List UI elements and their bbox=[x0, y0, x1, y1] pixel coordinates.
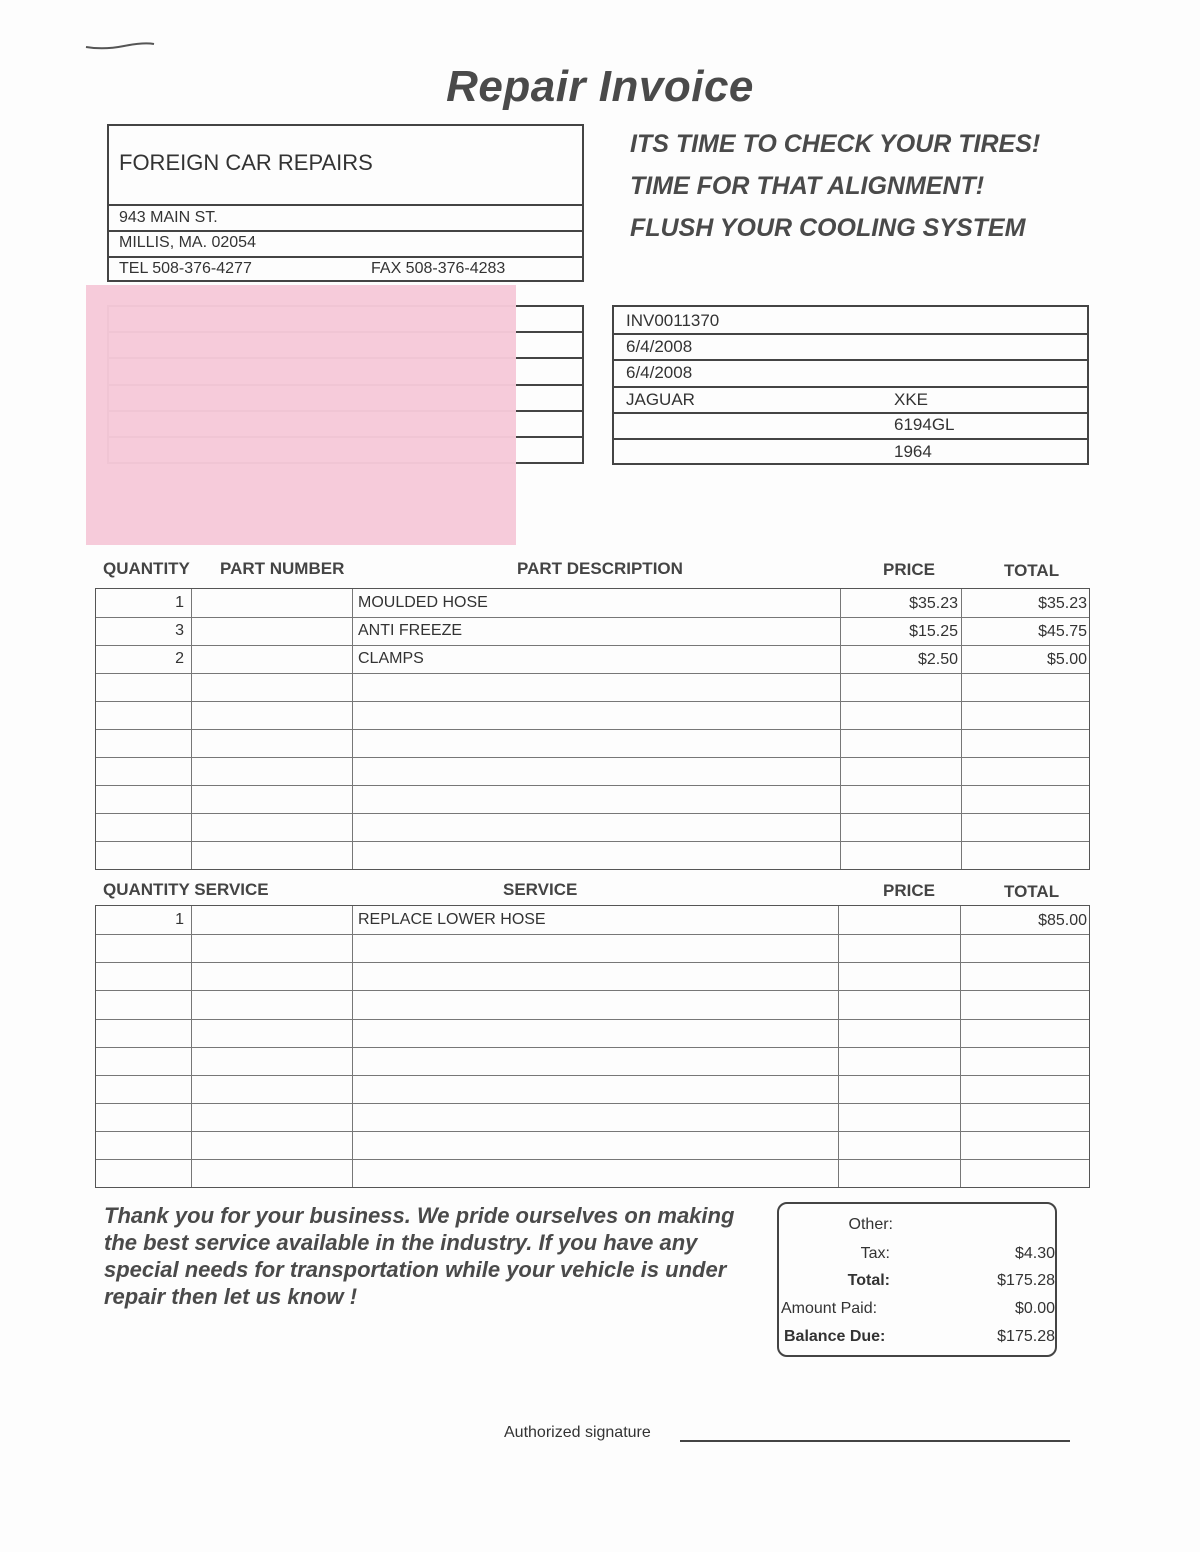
invoice-number: INV0011370 bbox=[626, 311, 720, 330]
service-description: REPLACE LOWER HOSE bbox=[358, 911, 546, 928]
divider bbox=[614, 359, 1087, 361]
amount-paid-value: $0.00 bbox=[1014, 1300, 1055, 1317]
part-qty: 1 bbox=[175, 594, 184, 611]
row-line bbox=[96, 645, 1089, 646]
divider bbox=[614, 438, 1087, 440]
service-header-total: TOTAL bbox=[1004, 882, 1060, 901]
row-line bbox=[96, 701, 1089, 702]
parts-header-quantity: QUANTITY bbox=[103, 559, 190, 578]
service-total: $85.00 bbox=[1038, 912, 1087, 929]
row-line bbox=[96, 1159, 1089, 1160]
row-line bbox=[96, 1047, 1089, 1048]
part-qty: 2 bbox=[175, 650, 184, 667]
vehicle-model: XKE bbox=[894, 390, 929, 409]
total-label: Total: bbox=[847, 1272, 890, 1289]
parts-table bbox=[95, 588, 1090, 870]
col-line bbox=[352, 589, 353, 869]
promo-line-2: TIME FOR THAT ALIGNMENT! bbox=[630, 172, 985, 200]
signature-line[interactable] bbox=[680, 1440, 1070, 1442]
part-price: $2.50 bbox=[917, 651, 958, 668]
company-street: 943 MAIN ST. bbox=[119, 209, 218, 226]
col-line bbox=[840, 589, 841, 869]
row-line bbox=[96, 813, 1089, 814]
invoice-info-box bbox=[612, 305, 1089, 465]
row-line bbox=[96, 1019, 1089, 1020]
thank-you-message: Thank you for your business. We pride ourselves on making the best service available in the industry. If you have any special needs for transportation while your vehicle is under repair then let us know ! bbox=[104, 1203, 735, 1309]
divider bbox=[614, 333, 1087, 335]
row-line bbox=[96, 962, 1089, 963]
part-price: $15.25 bbox=[909, 623, 958, 640]
part-price: $35.23 bbox=[909, 595, 958, 612]
part-total: $45.75 bbox=[1038, 623, 1087, 640]
col-line bbox=[191, 906, 192, 1187]
invoice-date: 6/4/2008 bbox=[626, 337, 693, 356]
part-total: $5.00 bbox=[1046, 651, 1087, 668]
balance-due-label: Balance Due: bbox=[784, 1328, 886, 1345]
company-info-box bbox=[107, 124, 584, 282]
company-tel: TEL 508-376-4277 bbox=[119, 260, 252, 277]
invoice-date-2: 6/4/2008 bbox=[626, 363, 693, 382]
row-line bbox=[96, 1075, 1089, 1076]
parts-header-description: PART DESCRIPTION bbox=[517, 559, 683, 578]
balance-due-value: $175.28 bbox=[997, 1328, 1055, 1345]
row-line bbox=[96, 785, 1089, 786]
signature-label: Authorized signature bbox=[504, 1424, 651, 1441]
col-line bbox=[960, 906, 961, 1187]
tax-label: Tax: bbox=[860, 1245, 890, 1262]
divider bbox=[109, 204, 582, 206]
parts-header-price: PRICE bbox=[883, 560, 935, 579]
row-line bbox=[96, 757, 1089, 758]
total-value: $175.28 bbox=[997, 1272, 1055, 1289]
redaction-overlay bbox=[86, 285, 516, 545]
row-line bbox=[96, 673, 1089, 674]
company-city: MILLIS, MA. 02054 bbox=[119, 234, 256, 251]
other-label: Other: bbox=[848, 1216, 893, 1233]
row-line bbox=[96, 1103, 1089, 1104]
col-line bbox=[191, 589, 192, 869]
pen-mark-decoration bbox=[84, 40, 156, 50]
promo-line-1: ITS TIME TO CHECK YOUR TIRES! bbox=[630, 130, 1041, 158]
company-name: FOREIGN CAR REPAIRS bbox=[119, 150, 373, 175]
part-total: $35.23 bbox=[1038, 595, 1087, 612]
divider bbox=[614, 412, 1087, 414]
part-description: CLAMPS bbox=[358, 650, 424, 667]
part-description: MOULDED HOSE bbox=[358, 594, 488, 611]
row-line bbox=[96, 729, 1089, 730]
col-line bbox=[838, 906, 839, 1187]
part-description: ANTI FREEZE bbox=[358, 622, 463, 639]
divider bbox=[109, 230, 582, 232]
vehicle-year: 1964 bbox=[894, 442, 932, 461]
promo-line-3: FLUSH YOUR COOLING SYSTEM bbox=[630, 214, 1026, 242]
row-line bbox=[96, 934, 1089, 935]
invoice-title: Repair Invoice bbox=[446, 62, 754, 111]
service-header-price: PRICE bbox=[883, 881, 935, 900]
service-table bbox=[95, 905, 1090, 1188]
part-qty: 3 bbox=[175, 622, 184, 639]
totals-box bbox=[777, 1202, 1057, 1357]
vehicle-plate: 6194GL bbox=[894, 415, 955, 434]
parts-header-total: TOTAL bbox=[1004, 561, 1060, 580]
divider bbox=[109, 256, 582, 258]
service-header-service: SERVICE bbox=[503, 880, 578, 899]
service-header-quantity: QUANTITY SERVICE bbox=[103, 880, 269, 899]
divider bbox=[614, 386, 1087, 388]
company-fax: FAX 508-376-4283 bbox=[371, 260, 506, 277]
vehicle-make: JAGUAR bbox=[626, 390, 695, 409]
row-line bbox=[96, 617, 1089, 618]
amount-paid-label: Amount Paid: bbox=[781, 1300, 878, 1317]
tax-value: $4.30 bbox=[1014, 1245, 1055, 1262]
service-qty: 1 bbox=[175, 911, 184, 928]
row-line bbox=[96, 990, 1089, 991]
row-line bbox=[96, 841, 1089, 842]
row-line bbox=[96, 1131, 1089, 1132]
parts-header-part-number: PART NUMBER bbox=[220, 559, 345, 578]
col-line bbox=[352, 906, 353, 1187]
